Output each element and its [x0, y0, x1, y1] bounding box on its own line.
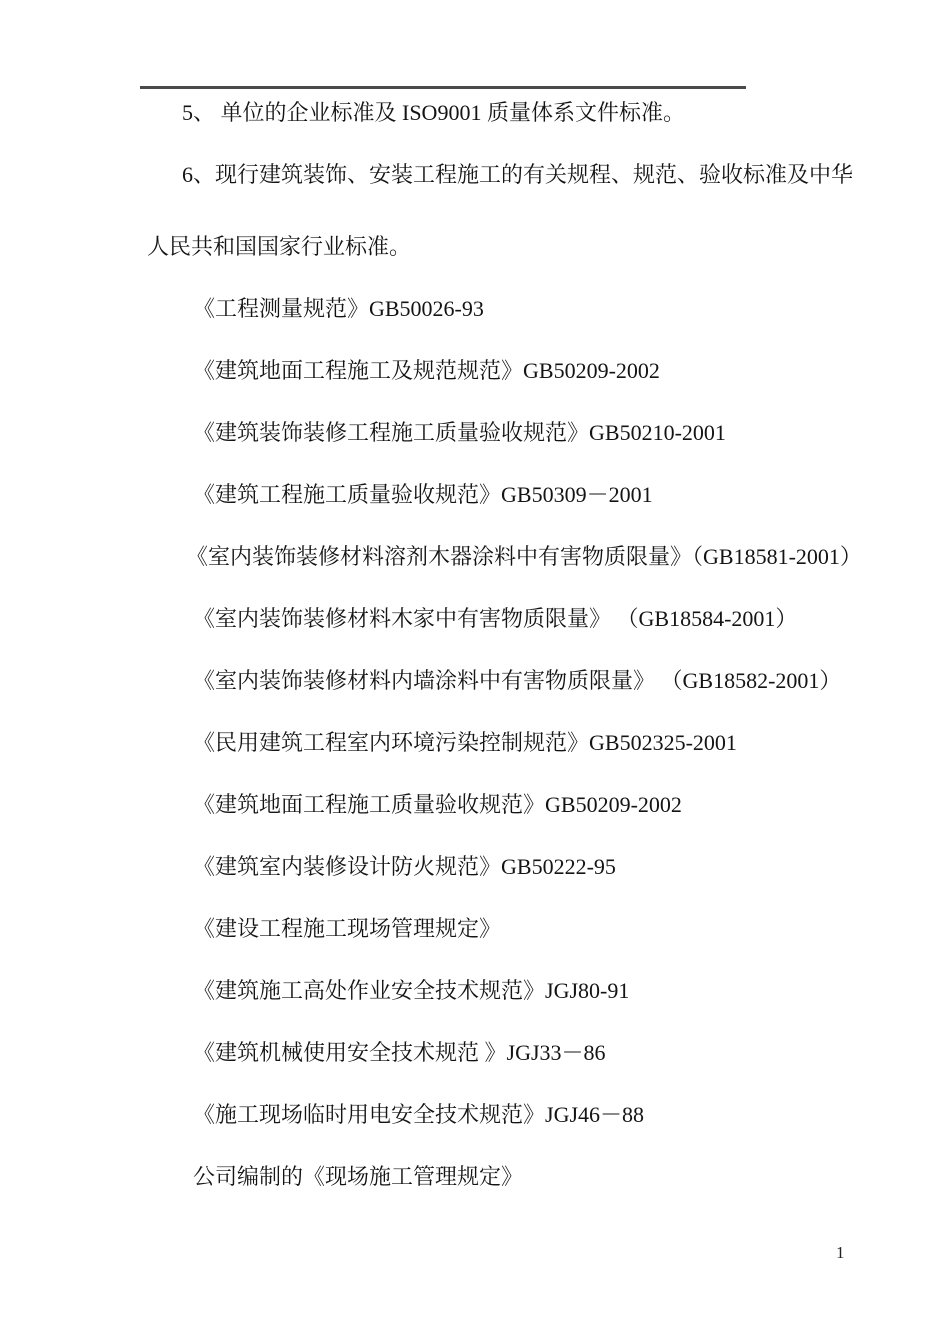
- page-number: 1: [836, 1243, 845, 1262]
- document-body: [147, 87, 869, 1213]
- paragraph: 《建筑工程施工质量验收规范》GB50309－2001: [193, 482, 653, 507]
- paragraph: 《建筑机械使用安全技术规范 》JGJ33－86: [193, 1040, 606, 1065]
- paragraph: 《民用建筑工程室内环境污染控制规范》GB502325-2001: [193, 730, 737, 755]
- paragraph: 《建筑室内装修设计防火规范》GB50222-95: [193, 854, 616, 879]
- paragraph: 《室内装饰装修材料木家中有害物质限量》 （GB18584-2001）: [193, 606, 798, 631]
- paragraph: 《建筑地面工程施工及规范规范》GB50209-2002: [193, 358, 660, 383]
- paragraph: 公司编制的《现场施工管理规定》: [193, 1164, 524, 1189]
- paragraph: 《建筑装饰装修工程施工质量验收规范》GB50210-2001: [193, 420, 726, 445]
- paragraph: 《建筑地面工程施工质量验收规范》GB50209-2002: [193, 792, 682, 817]
- paragraph: 《建筑施工高处作业安全技术规范》JGJ80-91: [193, 978, 630, 1003]
- paragraph: 《工程测量规范》GB50026-93: [193, 296, 484, 321]
- paragraph: 6、现行建筑装饰、安装工程施工的有关规程、规范、验收标准及中华人民共和国国家行业标准。: [147, 162, 854, 259]
- paragraph: 5、 单位的企业标准及 ISO9001 质量体系文件标准。: [182, 100, 685, 125]
- paragraph: 《施工现场临时用电安全技术规范》JGJ46－88: [193, 1102, 645, 1127]
- paragraph: 《室内装饰装修材料溶剂木器涂料中有害物质限量》（GB18581-2001）: [186, 544, 862, 569]
- paragraph: 《室内装饰装修材料内墙涂料中有害物质限量》 （GB18582-2001）: [193, 668, 842, 693]
- paragraph: 《建设工程施工现场管理规定》: [193, 916, 502, 941]
